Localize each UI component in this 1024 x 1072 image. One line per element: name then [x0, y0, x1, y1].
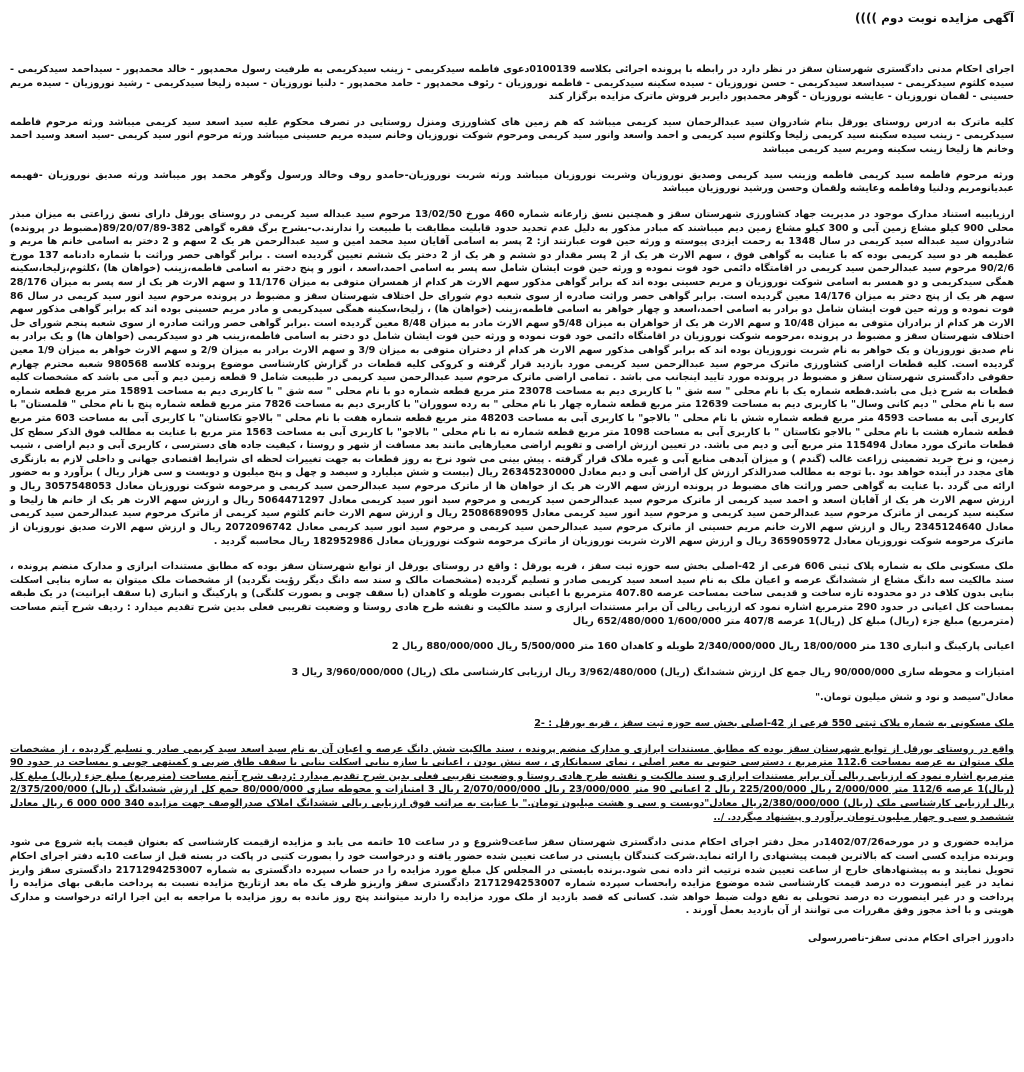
property-2-paragraph: واقع در روستای یورقل از توابع شهرستان سقز بوده که مطابق مستندات ابرازی و مدارک منضم پرونده ، سند مالکیت شش دانگ عرصه و اعیان آن به نام سید اسعد سید کریمی صادر و تسلیم گردیده ، از مشخصات ملک میتوان به عرصه بمساحت 112.6 مترمربع ، دسترسی جنوبی به معبر اصلی ، نمای سیمانکاری ، سه نبش بودن ، اعیانی با سازه بنایی اسکلت بنایی با سقف طاق ضربی و کمیتهی چوبی و بمساحت در حدود 90 مترمربع اشاره نمود که ارزیابی ریالی آن برابر مستندات ابرازی و سند مالکیت و نقشه طرح هادی روستا و وضعیت تقریبی فعلی بدین شرح تقدیم میدارد :ردیف شرح آیتم مساحت (مترمربع) مبلغ جزء (ریال) مبلغ کل (ریال)1 عرصه 112/6 متر 2/000/000 ریال 225/200/000 ریال 2 اعیانی 90 متر 23/000/000 ریال 2/070/000/000 ریال 3 امتیازات و محوطه سازی 80/000/000 جمع کل ارزش ششدانگ (ریال) 2/375/200/000 ریال ارزیابی کارشناسی ملک (ریال) 2/380/000/000ریال معادل"دویست و سی و هشت میلیون تومان." با عنایت به مراتب فوق ارزیابی ریالی ششدانگ املاک صدرالوصف جهت مزایده 340 000 000 6 ریال معادل ششصد و سی و چهار میلیون تومان برآورد و پیشنهاد میگردد. /..: [10, 743, 1014, 823]
signature-line: دادورز اجرای احکام مدنی سقز-ناصررسولی: [808, 932, 1014, 944]
notice-title: آگهی مزایده نوبت دوم )))): [855, 11, 1014, 25]
property-1-building-row: اعیانی پارکینگ و انباری 130 متر 18/00/000 ریال 2/340/000/000 طویله و کاهدان 160 متر 5/500/000 ریال 880/000/000 ریال 2: [391, 641, 1014, 653]
property-1-facilities-row: امتیازات و محوطه سازی 90/000/000 ریال جمع کل ارزش ششدانگ (ریال) 3/962/480/000 ریال ارزیابی کارشناسی ملک (ریال) 3/960/000/000 ریال 3: [291, 666, 1014, 678]
property-1-words-row: معادل"سیصد و نود و شش میلیون تومان.": [815, 692, 1014, 704]
assessment-paragraph: ارزیابیبه استناد مدارک موجود در مدیریت جهاد کشاورزی شهرستان سقز و همچنین نسق زارعانه شماره 460 مورخ 13/02/50 مرحوم سید عبداله سید کریمی در روستای یورقل دارای نسق زراعتی به میزان مبذر محلی 900 کیلو مشاع زمین آبی و 300 کیلو مشاع زمین دیم میباشند که مبادر مذکور به دلیل عدم تحدید حدود قابلیت مطابقت با طبیعت را ندارند.ب-بشرح برگ فقره گواهی 382-89/20/07/89(مضبوط در پرونده) شادروان سید عبداله سید کریمی در سال 1348 به رحمت ایزدی پیوسته و ورثه حین فوت عبارتند از: 2 پسر به اسامی آقایان سید محمد امین و سید عبدالرحمن هر یک 2 سهم و 2 دختر به اسامی خانم ها مریم و عظیمه هر دو سید کریمی بوده که با عنایت به گواهی فوق ، سهم الارث هر یک از 2 پسر مقدار دو ششم و هر یک از 2 دختر یک ششم تعیین گردیده است . برابر گواهی حصر وراثت با شماره دادنامه 137 مورخ 90/2/6 مرحوم سید عبدالرحمن سید کریمی در اقامتگاه دائمی خود فوت نموده و ورثه حین فوت ایشان شامل سه پسر به اسامی احمد،اسعد ، انور و پنج دختر به اسامی فاطمه،زینب (خواهان ها) ،کلثوم،زلیخا،سکینه همگی سیدکریمی و دو همسر به اسامی شوکت نوروزیان و مریم حسینی بوده اند که برابر گواهی مذکور سهم الارث هر کدام از همسران متوفی به میزان 11/176 و سهم الارث هر یک از سه پسر به میزان 28/176 سهم هر یک از پنج دختر به میزان 14/176 معین گردیده است. برابر گواهی حصر وراثت صادره از سوی شعبه دوم شورای حل اختلاف شهرستان سقز و مضبوط در پرونده مرحوم سید انور سید کریمی در سال 86 فوت نموده و ورثه حین فوت ایشان شامل دو برادر به اسامی احمد،اسعد و چهار خواهر به اسامی فاطمه،زینب (خواهان ها) ، زلیخا،سکینه همگی سیدکریمی و مادر مریم حسینی بوده اند که برابر گواهی مذکور سهم الارث هر کدام از برادران متوفی به میزان 10/48 و سهم الارث هر یک از خواهران به میزان 5/48و سهم الارث مادر به میزان 8/48 معین گردیده است .برابر گواهی حصر وراثت صادره از سوی شعبه پنجم شورای حل اختلاف شهرستان سقز و مضبوط در پرونده ،مرحومه شوکت نوروزیان در اقامتگاه دائمی خود فوت نموده و ورثه حین فوت ایشان شامل دو دختر به اسامی فاطمه،زینب هر دو سیدکریمی (خواهان ها) و یک برادر به نام صدیق نوروزیان و یک خواهر به نام شربت نوروزیان بوده اند که برابر گواهی مذکور سهم الارث هر کدام از دختران متوفی به میزان 3/9 و سهم الارث برادر به میزان 2/9 و سهم الارث خواهر به میزان 1/9 معین گردیده است. کلیه قطعات اراضی کشاورزی ماترک مرحوم سید عبدالرحمن سید کریمی مورد بازدید قرار گرفته و کروکی کلیه قطعات در گزارش کارشناسی موضوع پرونده کلاسه 980568 شعبه محترم چهارم حقوقی دادگستری شهرستان سقز و مضبوط در پرونده مورد تایید اینجانب می باشد . تمامی اراضی ماترک مرحوم سید عبدالرحمن سید کریمی در طبیعت شامل 9 قطعه زمین دیم و آبی می باشد که مشخصات کلیه قطعات به شرح ذیل می باشد.قطعه شماره یک با نام محلی " سه شق " با کاربری دیم به مساحت 23078 متر مربع قطعه شماره دو با نام محلی " سه شق " با کاربری دیم به مساحت 15891 متر مربع قطعه شماره سه با نام محلی " دیم کانی وسال" با کاربری دیم به مساحت 12639 متر مربع قطعه شماره چهار با نام محلی " به رده سووران" با کاربری دیم به مساحت 7826 متر مربع قطعه شماره پنج با نام محلی " قلمستان" با کاربری آبی به مساحت 4593 متر مربع قطعه شماره شش با نام محلی " بالاجو" با کاربری آبی به مساحت 48203 متر مربع قطعه شماره هفت با نام محلی " بالاجو تکاستان" با کاربری آبی به مساحت 603 متر مربع قطعه شماره هشت با نام محلی " بالاجو تکاستان " با کاربری آبی به مساحت 1098 متر مربع قطعه شماره نه با نام محلی " بالاجو" با کاربری آبی به مساحت 1563 متر مربع با عنایت به مطالب فوق الذکر سطح کل قطعات ماترک مورد معادل 115494 متر مربع آبی و دیم می باشد. در تعیین ارزش اراضی و تقویم اراضی معیارهایی مانند بعد مسافت از شهر و روستا ، کیفیت جاده های دسترسی ، کاربری آبی و دیم اراضی ، شیب زمین، و نرخ خرید تضمینی زراعت غالب (گندم ) و میزان آبدهی منابع آبی و غیره ملاک قرار گرفته . پیش بینی می شود نرخ به روز قطعات به جهت تغییرات لحظه ای شرایط اقتصادی جهانی و داخلی لازم به بازنگری های مجدد در آینده خواهد بود .با توجه به مطالب صدرالذکر ارزش کل اراضی آبی و دیم معادل 26345230000 ریال (بیست و شش میلیارد و سیصد و چهل و پنج میلیون و دویست و سی هزار ریال ) برآورد و به حضور ارائه می گردد .با عنایت به گواهی حصر وراثت های مضبوط در پرونده ارزش سهم الارث هر یک از خواهان ها از ماترک مرحوم سید عبدالرحمن سید کریمی و مرحومه شوکت نوروزیان معادل 3057548053 ریال و ارزش سهم الارث هر یک از آقایان اسعد و احمد سید کریمی از ماترک مرحوم سید عبدالرحمن سید کریمی و مرحوم سید انور سید کریمی معادل 5064471297 ریال و ارزش سهم الارث هر یک از خانم ها زلیخا و سکینه سید کریمی از ماترک مرحوم سید عبدالرحمن سید کریمی و مرحوم سید انور سید کریمی معادل 2508689095 ریال و ارزش سهم الارث خانم کلثوم سید کریمی از ماترک مرحوم سید عبدالرحمن سید کریمی معادل 2345124640 ریال و ارزش سهم الارث خانم مریم حسینی از ماترک مرحوم سید عبدالرحمن سید کریمی و مرحوم سید انور سید کریمی معادل 2072096742 ریال و ارزش سهم الارث صدیق نوروزیان از ماترک مرحومه شوکت نوروزیان معادل 365905972 ریال و ارزش سهم الارث شربت نوروزیان از ماترک مرحومه شوکت نوروزیان معادل 182952986 ریال محاسبه گردید .: [10, 208, 1015, 547]
intro-paragraph: اجرای احکام مدنی دادگستری شهرستان سقز در نظر دارد در رابطه با پرونده اجرائی بکلاسه 0100139دعوی فاطمه سیدکریمی - زینب سیدکریمی به طرفیت رسول محمدپور - خالد محمدپور - سیداحمد سیدکریمی - سیده کلثوم سیدکریمی - سیداسعد سیدکریمی - حسن نوروزیان - سیده سکینه سیدکریمی - فاطمه نوروزیان - رئوف محمدپور - حامد محمدپور - دلنیا نوروزیان - سیده زلیخا سیدکریمی - رشید نوروزیان - سیده مریم حسینی - لقمان نوروزیان - عایشه نوروزیان - گوهر محمدپور دایربر فروش ماترک مزایده برگزار کند: [10, 64, 1014, 103]
heirs-paragraph-1: کلیه ماترک به ادرس روستای یورقل بنام شادروان سید عبدالرحمان سید کریمی میباشد که هم زمین های کشاورزی ومنزل روستایی در تصرف محکوم علیه سید اسعد سید کریمی میباشد ورثه مرحوم فاطمه سیدکریمی - زینب سیده سکینه سید کریمی زلیخا وکلثوم سید کریمی و احمد واسعد وانور سید کریمی ومرحوم شوکت نوروزیان وخانم سیده مریم حسینی میباشد ورثه مرحوم انور سید کریمی -سید اسعد وسید احمد وخانم ها زلیخا زینب سکینه ومریم سید کریمی میباشد: [10, 116, 1014, 156]
property-2-heading: ملک مسکونی به شماره پلاک ثبتی 550 فرعی از 42-اصلی بخش سه حوزه ثبت سقز ، قریه یورقل : -2: [534, 718, 1014, 730]
heirs-paragraph-2: ورثه مرحوم فاطمه سید کریمی فاطمه وزینب سید کریمی وصدیق نوروزیان وشربت نوروزیان میباشد ورثه شربت نوروزیان-حامدو روف وخالد ورسول وگوهر محمد پور میباشد ورثه صدیق نوروزیان -فهیمه عبدیانومریم ودلنیا وفاطمه وعایشه ولقمان وحسن ورشید نوروزیان میباشد: [10, 169, 1014, 195]
property-1-paragraph: ملک مسکونی ملک به شماره پلاک ثبتی 606 فرعی از 42-اصلی بخش سه حوزه ثبت سقز ، قریه یورقل : واقع در روستای یورقل از توابع شهرستان سقز بوده که مطابق مستندات ابرازی و مدارک منضم پرونده ، سند مالکیت سه دانگ مشاع از ششدانگ عرصه و اعیان ملک به نام سید اسعد سید کریمی صادر و تسلیم گردیده (مشخصات مالک و سند سه دانگ دیگر رؤیت نگردید) از مشخصات ملک میتوان به سازه بنایی اسکلت بنایی بدون کلاف در دو محدوده تازه ساخت و قدیمی ساخت بمساحت عرصه 407.80 مترمربع با اعیانی بصورت طویله و کاهدان (با سقف چوبی و بصورت کلنگی) و پارکینگ و انباری (با سقف ایرانیت) در یک طبقه بمساحت کل اعیانی در حدود 290 مترمربع اشاره نمود که ارزیابی ریالی آن برابر مستندات ابرازی و سند مالکیت و نقشه طرح هادی روستا و وضعیت تقریبی فعلی بدین شرح تقدیم میدارد : ردیف شرح آیتم مساحت (مترمربع) مبلغ جزء (ریال) مبلغ کل (ریال)1 عرصه 407/8 متر 1/600/000 652/480/000 ریال: [10, 561, 1014, 627]
auction-terms-paragraph: مزایده حضوری و در مورخه1402/07/26در محل دفتر اجرای احکام مدنی دادگستری شهرستان سقز ساعت9شروع و در ساعت 10 خاتمه می یابد و مزایده ازقیمت کارشناسی که بعنوان قیمت پایه شروع می شود وبرنده مزایده کسی است که بالاترین قیمت پیشنهادی را ارائه نماید.شرکت کنندگان بایستی در ساعت تعیین شده حضور یافته و درخواست خود را بصورت کتبی در پاکت در بسته قبل از ساعت 10به دفتر اجرای احکام تحویل نمایند و به پیشنهادهای خارج از ساعت تعیین شده ترتیب اثر داده نمی شود.برنده بایستی در المجلس کل مبلغ مورد مزایده را در حساب سپرده دادگستری به شماره 2171294253007 دادگستری سقز واریز نماید در غیر اینصورت ده درصد قیمت کارشناسی شده موضوع مزایده رابحساب سپرده شماره 2171294253007 دادگستری سقز واریزو ظرف یک ماه بعد ازتاریخ مزایده نسبت به پرداخت مابقی بهای مزایده را پرداخت و در غیر اینصورت ده درصد تحویلی به نفع دولت ضبط خواهد شد. کسانی که قصد بازدید از ملک مورد مزایده را دارند میتوانند پنج روز مانده به روز مزایده با مراجعه به این اجرا ارائه درخواست و مدارک هویتی و با اخذ مجوز وفق مقررات می توانند از آن بازدید بعمل آورند .: [10, 837, 1015, 917]
